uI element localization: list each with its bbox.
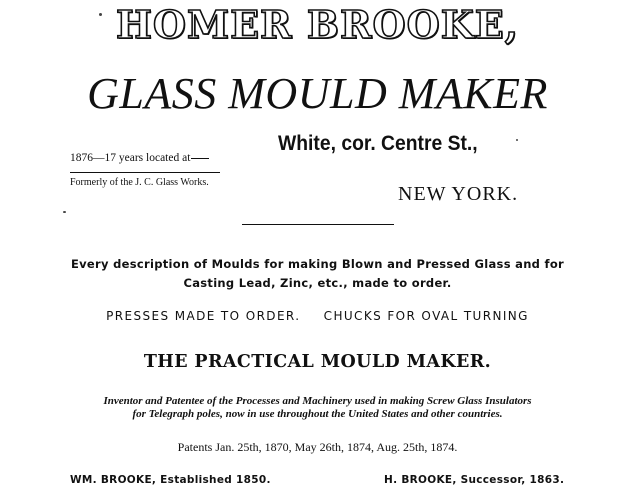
ink-speck (516, 139, 518, 141)
presses-line (0, 309, 635, 323)
inventor-line-1: Inventor and Patentee of the Processes and Machinery used in making Screw Glass Insulators (103, 395, 532, 407)
years-dash-rule (191, 158, 209, 159)
formerly-note: Formerly of the J. C. Glass Works. (70, 177, 209, 188)
patents-line: Patents Jan. 25th, 1870, May 26th, 1874, Aug. 25th, 1874. (177, 440, 458, 454)
ink-speck (99, 13, 102, 16)
footer-established: WM. BROOKE, Established 1850. (70, 474, 271, 486)
center-divider (242, 224, 394, 225)
trade-subtitle: GLASS MOULD MAKER (87, 69, 548, 118)
description-line-1: Every description of Moulds for making Blown and Pressed Glass and for (70, 257, 564, 271)
business-name-title: HOMER BROOKE, (116, 2, 519, 47)
footer-successor: H. BROOKE, Successor, 1863. (384, 474, 565, 486)
presses-made-to-order: PRESSES MADE TO ORDER. (106, 309, 301, 323)
years-located-text: 1876—17 years located at (70, 152, 191, 164)
practical-mould-maker-heading: THE PRACTICAL MOULD MAKER. (143, 352, 492, 372)
years-located-note (70, 152, 209, 164)
note-divider (70, 172, 220, 173)
street-address: White, cor. Centre St., (278, 132, 478, 155)
ink-speck (63, 211, 66, 213)
city-name: NEW YORK. (398, 183, 519, 205)
description-line-2: Casting Lead, Zinc, etc., made to order. (183, 276, 452, 290)
inventor-line-2: for Telegraph poles, now in use throughout the United States and other countries. (132, 408, 503, 420)
chucks-for-oval-turning: CHUCKS FOR OVAL TURNING (323, 309, 529, 323)
